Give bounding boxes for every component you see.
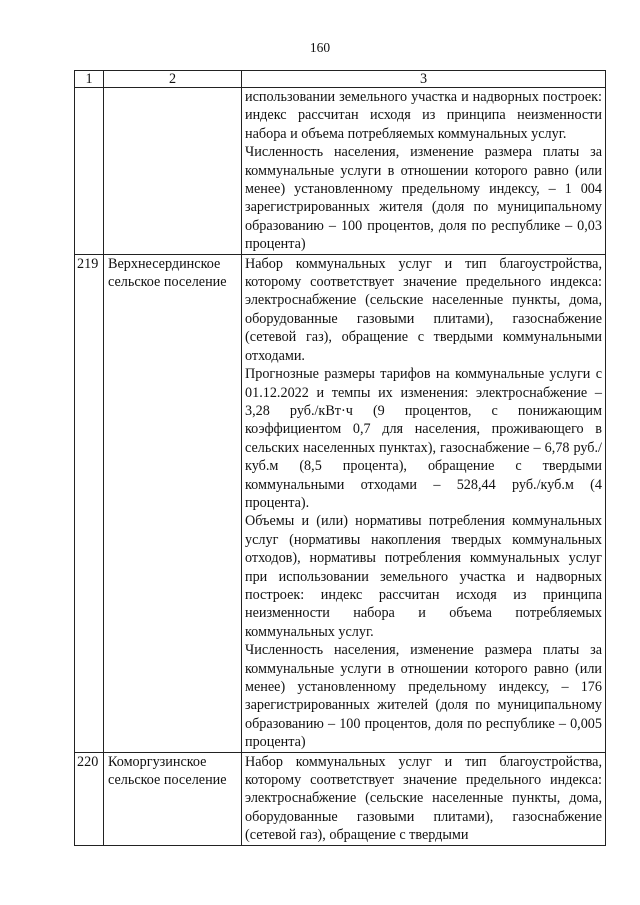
table-header-row [75, 71, 606, 88]
paragraph: использовании земельного участка и надворных построек: индекс рассчитан исходя из принципа неизменности набора и объема потребляемых коммунальных услуг. [245, 89, 602, 142]
page-number: 160 [309, 40, 331, 55]
description-cell [242, 752, 606, 845]
row-number-cell [75, 88, 104, 255]
paragraph: Набор коммунальных услуг и тип благоустройства, которому соответствует значение предельного индекса: электроснабжение (сельские населенные пункты, дома, оборудованные газовыми плитами), газоснабжение (сетевой газ), обращение с твердыми [245, 753, 602, 844]
settlement-name-cell: Коморгузинское сельское поселение [104, 752, 242, 845]
row-number-cell: 219 [75, 254, 104, 752]
paragraph: Численность населения, изменение размера платы за коммунальные услуги в отношении которого равно (или менее) установленному предельному индексу, – 176 зарегистрированных жителей (доля по муниципальному образованию – 100 процентов, доля по республике – 0,005 процента) [245, 642, 602, 751]
description-cell [242, 254, 606, 752]
table-row [75, 752, 606, 845]
table-row-continuation [75, 88, 606, 255]
settlement-name-cell [104, 88, 242, 255]
description-cell [242, 88, 606, 255]
settlement-name-cell: Верхнесердинское сельское поселение [104, 254, 242, 752]
paragraph: Прогнозные размеры тарифов на коммунальные услуги с 01.12.2022 и темпы их изменения: электроснабжение – 3,28 руб./кВт·ч (9 процентов, с понижающим коэффициентом 0,7 для населения, проживающего в сельских населенных пунктах), газоснабжение – 6,78 руб./куб.м (8,5 процента), обращение с твердыми коммунальными отходами – 528,44 руб./куб.м (4 процента). [245, 366, 602, 511]
row-number-cell: 220 [75, 752, 104, 845]
tariff-table [74, 70, 606, 846]
paragraph: Численность населения, изменение размера платы за коммунальные услуги в отношении которого равно (или менее) установленному предельному индексу, – 1 004 зарегистрированных жителя (доля по муниципальному образованию – 100 процентов, доля по республике – 0,03 процента) [245, 144, 602, 253]
table-row [75, 254, 606, 752]
paragraph: Набор коммунальных услуг и тип благоустройства, которому соответствует значение предельного индекса: электроснабжение (сельские населенные пункты, дома, оборудованные газовыми плитами), газоснабжение (сетевой газ), обращение с твердыми коммунальными отходами. [245, 255, 602, 364]
paragraph: Объемы и (или) нормативы потребления коммунальных услуг (нормативы накопления твердых коммунальных отходов), нормативы потребления коммунальных услуг при использовании земельного участка и надворных построек: индекс рассчитан исходя из принципа неизменности набора и объема потребляемых коммунальных услуг. [245, 513, 602, 640]
column-header-3: 3 [242, 71, 606, 88]
column-header-2: 2 [104, 71, 242, 88]
column-header-1: 1 [75, 71, 104, 88]
